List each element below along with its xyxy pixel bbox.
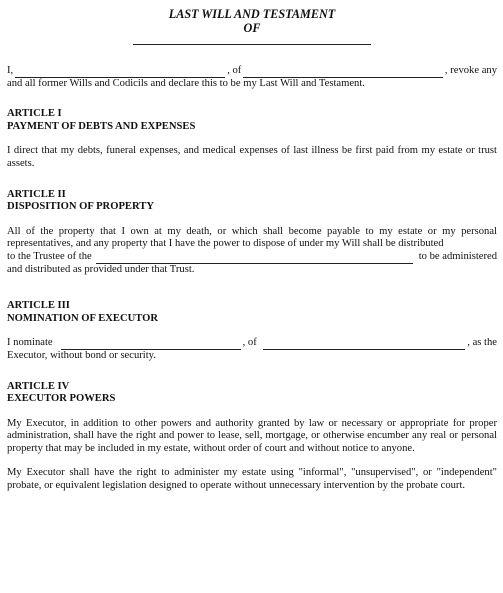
testator-name-blank[interactable] <box>15 68 225 78</box>
article-3-heading: NOMINATION OF EXECUTOR <box>7 312 159 324</box>
article-4-para-2: My Executor shall have the right to administer my estate using "informal", "unsupervised", or "independent" probate, or equivalent legislation designed to operate without unnecessary intervention by the probate court. <box>7 467 497 492</box>
intro-line-1 <box>7 65 497 78</box>
article-4-heading: EXECUTOR POWERS <box>7 393 116 405</box>
executor-residence-blank[interactable] <box>263 340 466 350</box>
intro-mid: , of <box>227 65 242 76</box>
document-title: LAST WILL AND TESTAMENT <box>168 7 336 21</box>
article-2 <box>7 189 497 277</box>
executor-name-blank[interactable] <box>61 340 241 350</box>
trust-name-blank[interactable] <box>96 254 413 264</box>
intro-suffix: , revoke any <box>444 65 497 76</box>
article-3-line-2: Executor, without bond or security. <box>7 349 156 361</box>
article-1-heading: PAYMENT OF DEBTS AND EXPENSES <box>7 120 196 132</box>
article-2-trustee-line <box>7 251 497 264</box>
article-2-number: ARTICLE II <box>7 188 66 200</box>
document-title-of: OF <box>243 21 261 35</box>
testator-name-line[interactable] <box>133 44 371 45</box>
article-1-number: ARTICLE I <box>7 108 62 120</box>
article-4 <box>7 381 497 493</box>
intro-paragraph <box>7 65 497 90</box>
article-4-number: ARTICLE IV <box>7 380 70 392</box>
article-1 <box>7 108 497 170</box>
article-2-line-suffix: to be administered <box>418 250 497 262</box>
testator-residence-blank[interactable] <box>243 68 443 78</box>
article-3-executor-line <box>7 337 497 350</box>
article-2-heading: DISPOSITION OF PROPERTY <box>7 201 154 213</box>
article-3-line-prefix: I nominate <box>7 337 53 349</box>
intro-line-2: and all former Wills and Codicils and declare this to be my Last Will and Testament. <box>7 77 365 89</box>
intro-prefix: I, <box>7 65 14 76</box>
article-2-line-prefix: to the Trustee of the <box>7 250 92 262</box>
article-3-number: ARTICLE III <box>7 300 70 312</box>
article-2-body-after: and distributed as provided under that Trust. <box>7 263 195 275</box>
article-3-line-suffix: , as the <box>467 337 497 349</box>
article-1-body: I direct that my debts, funeral expenses, and medical expenses of last illness be first paid from my estate or trust assets. <box>7 145 497 169</box>
article-2-body-before: All of the property that I own at my death, or which shall become payable to my estate or my personal representatives, and any property that I have the power to dispose of under my Will shall be distributed <box>7 225 497 250</box>
article-3 <box>7 300 497 362</box>
article-4-para-1: My Executor, in addition to other powers and authority granted by law or necessary or appropriate for proper administration, shall have the right and power to lease, sell, mortgage, or otherwise encumber any real or personal property that may be included in my estate, without order of court and without notice to anyone. <box>7 417 497 454</box>
article-3-line-mid: , of <box>242 337 257 349</box>
